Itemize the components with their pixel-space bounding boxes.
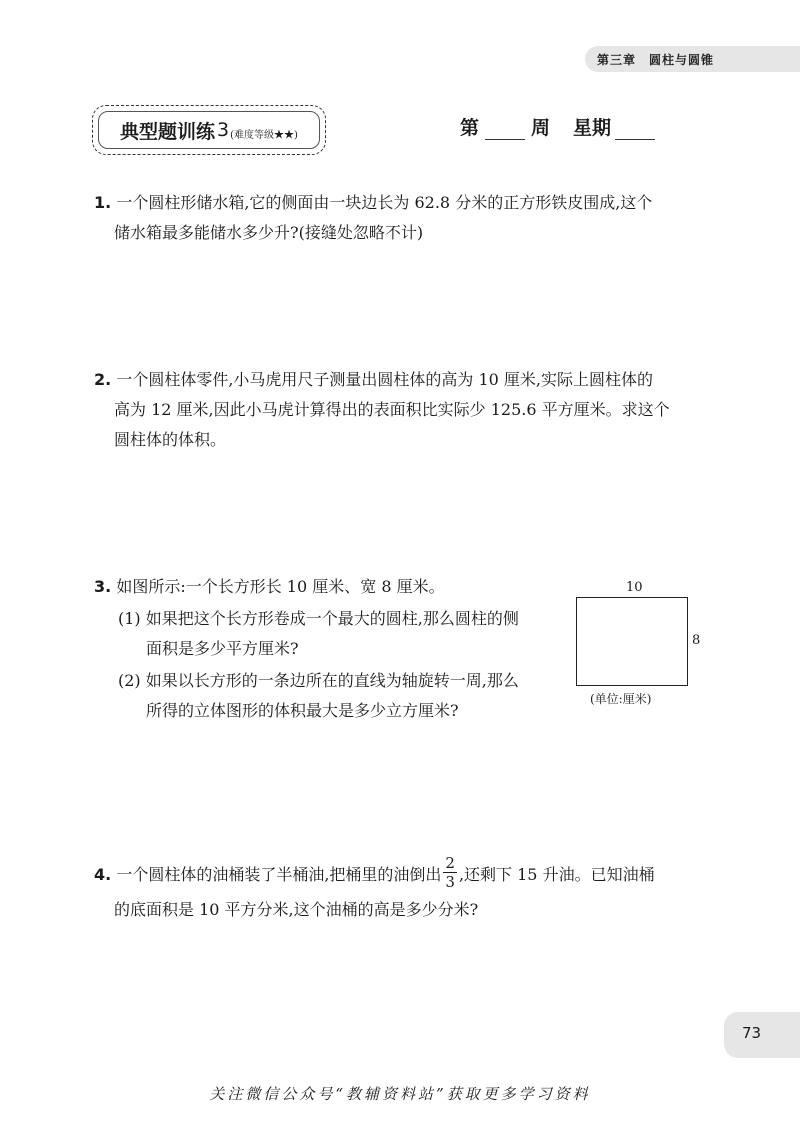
week-suffix: 周: [531, 117, 551, 139]
page-number: 73: [742, 1024, 762, 1042]
sub-text: 如果把这个长方形卷成一个最大的圆柱,那么圆柱的侧: [145, 609, 519, 628]
question-number: 4.: [94, 865, 112, 884]
question-3-sub-2: [118, 666, 519, 726]
sub-label: (1): [118, 609, 141, 628]
difficulty-label: (难度等级★★): [230, 129, 298, 141]
question-2: [94, 365, 670, 455]
week-field: [460, 113, 550, 140]
question-3: [94, 572, 445, 602]
week-blank[interactable]: [485, 119, 525, 140]
question-text: 储水箱最多能储水多少升?(接缝处忽略不计): [114, 223, 424, 242]
rectangle-length-label: 10: [626, 580, 643, 595]
fraction: [443, 853, 457, 891]
question-3-sub-1: [118, 604, 519, 664]
rectangle-width-label: 8: [692, 633, 701, 648]
question-4: [94, 853, 655, 927]
weekday-label: 星期: [573, 117, 612, 139]
week-prefix: 第: [460, 117, 480, 139]
sub-text: 面积是多少平方厘米?: [146, 639, 299, 658]
weekday-field: [573, 113, 655, 140]
section-title: 典型题训练: [120, 120, 216, 143]
question-number: 1.: [94, 193, 112, 212]
fraction-denominator: 3: [445, 872, 455, 891]
section-title-inner: [98, 111, 320, 149]
question-text: 的底面积是 10 平方分米,这个油桶的高是多少分米?: [114, 899, 479, 919]
rectangle-figure: [576, 597, 688, 686]
weekday-blank[interactable]: [615, 119, 655, 140]
question-number: 3.: [94, 577, 112, 596]
question-text: 一个圆柱体零件,小马虎用尺子测量出圆柱体的高为 10 厘米,实际上圆柱体的: [116, 370, 654, 389]
figure-unit-note: (单位:厘米): [590, 692, 652, 706]
question-text: ,还剩下 15 升油。已知油桶: [458, 865, 655, 884]
question-text: 高为 12 厘米,因此小马虎计算得出的表面积比实际少 125.6 平方厘米。求这个: [114, 400, 670, 419]
section-title-badge: [92, 105, 326, 155]
question-text: 一个圆柱形储水箱,它的侧面由一块边长为 62.8 分米的正方形铁皮围成,这个: [116, 193, 653, 212]
question-1: [94, 188, 652, 248]
chapter-title: 第三章 圆柱与圆锥: [597, 53, 715, 67]
section-number: 3: [217, 119, 230, 141]
question-text: 一个圆柱体的油桶装了半桶油,把桶里的油倒出: [116, 865, 442, 884]
sub-text: 如果以长方形的一条边所在的直线为轴旋转一周,那么: [145, 671, 519, 690]
fraction-numerator: 2: [445, 853, 455, 872]
sub-text: 所得的立体图形的体积最大是多少立方厘米?: [146, 701, 459, 720]
question-text: 圆柱体的体积。: [114, 430, 227, 449]
sub-label: (2): [118, 671, 141, 690]
question-text: 如图所示:一个长方形长 10 厘米、宽 8 厘米。: [116, 577, 445, 596]
page-number-tab: [724, 1012, 800, 1058]
question-number: 2.: [94, 370, 112, 389]
footer-note: 关注微信公众号“教辅资料站”获取更多学习资料: [209, 1085, 591, 1103]
